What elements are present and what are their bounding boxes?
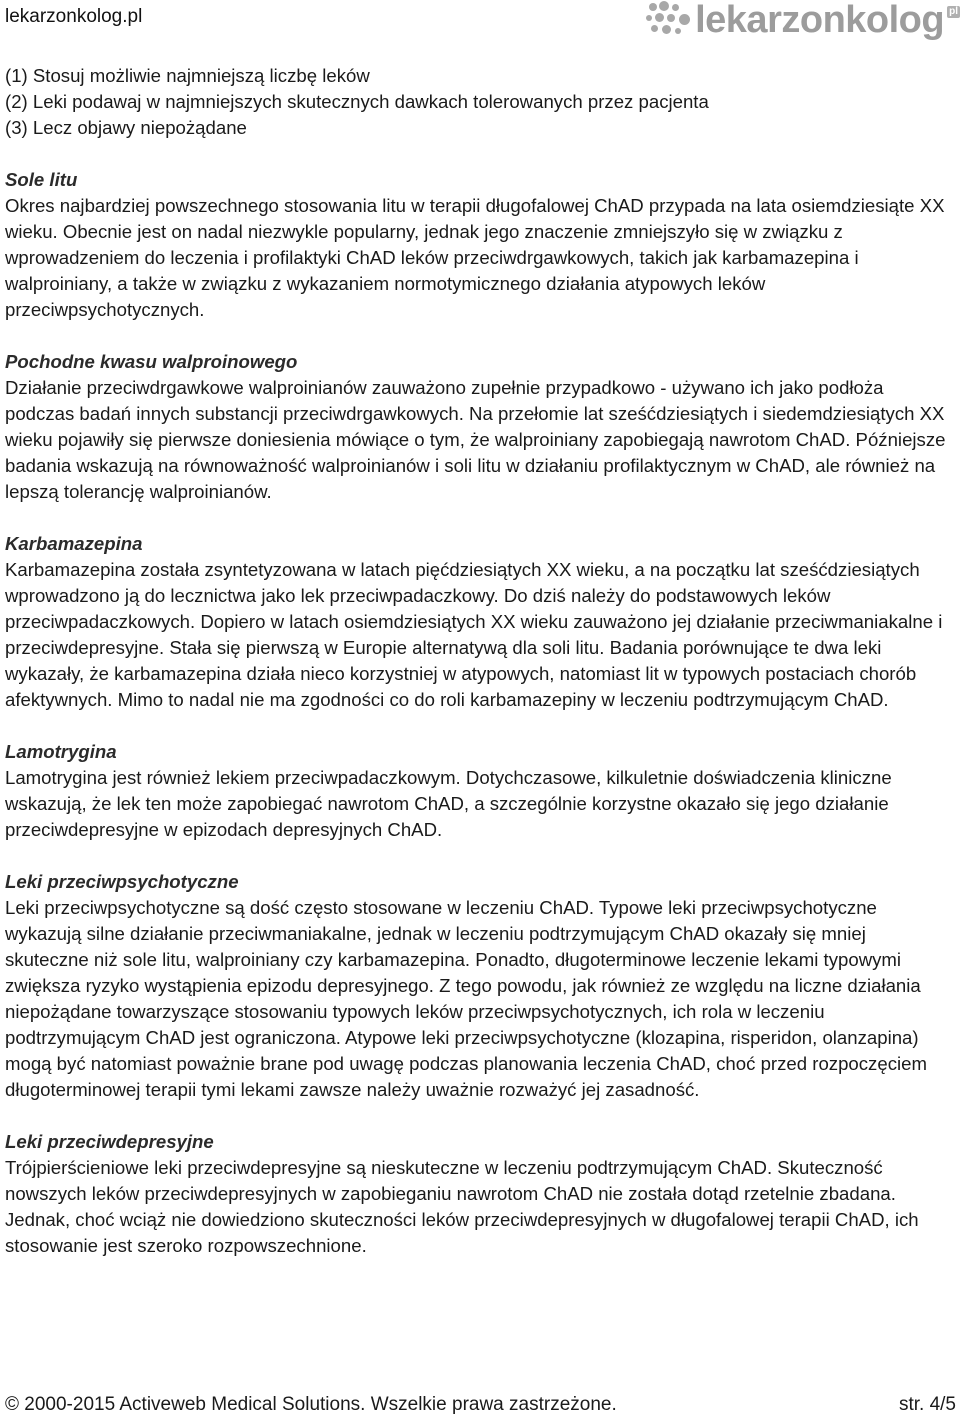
rule-item: (1) Stosuj możliwie najmniejszą liczbę leków: [5, 65, 370, 86]
section-walproiniany: [5, 349, 953, 505]
page-number: str. 4/5: [898, 1394, 956, 1415]
section-sole-litu: [5, 167, 953, 323]
page-footer: [5, 1394, 956, 1416]
section-text: Lamotrygina jest również lekiem przeciwpadaczkowym. Dotychczasowe, kilkuletnie doświadczenia kliniczne wskazują, że lek ten może zapobiegać nawrotom ChAD, a szczególnie korzystne okazało się jego działanie przeciwdepresyjne w epizodach depresyjnych ChAD.: [5, 767, 892, 840]
logo-badge: pl: [949, 6, 958, 17]
article-content: [5, 63, 953, 1259]
site-name: lekarzonkolog.pl: [5, 6, 143, 27]
logo-text: lekarzonkolog: [695, 0, 945, 41]
section-text: Działanie przeciwdrgawkowe walproinianów zauważono zupełnie przypadkowo - używano ich jako podłoża podczas badań innych substancji przeciwdrgawkowych. Na przełomie lat sześćdziesiątych i siedemdziesiątych XX wieku pojawiły się pierwsze doniesienia mówiące o tym, że walproiniany zapobiegają nawrotom ChAD. Późniejsze badania wskazują na równoważność walproinianów i soli litu w działaniu profilaktycznym w ChAD, ale również na lepszą tolerancję walproinianów.: [5, 377, 946, 502]
section-przeciwpsychotyczne: [5, 869, 953, 1103]
section-przeciwdepresyjne: [5, 1129, 953, 1259]
section-heading: Sole litu: [5, 169, 78, 190]
section-heading: Leki przeciwdepresyjne: [5, 1131, 214, 1152]
section-karbamazepina: [5, 531, 953, 713]
logo-dots-icon: [645, 0, 695, 40]
section-heading: Leki przeciwpsychotyczne: [5, 871, 239, 892]
section-heading: Karbamazepina: [5, 533, 143, 554]
rule-item: (2) Leki podawaj w najmniejszych skutecznych dawkach tolerowanych przez pacjenta: [5, 91, 709, 112]
section-heading: Lamotrygina: [5, 741, 117, 762]
rule-item: (3) Lecz objawy niepożądane: [5, 117, 247, 138]
rules-list: [5, 63, 953, 141]
section-text: Trójpierścieniowe leki przeciwdepresyjne są nieskuteczne w leczeniu podtrzymującym ChAD. Skuteczność nowszych leków przeciwdepresyjnych w zapobieganiu nawrotom ChAD nie została dotąd rzetelnie zbadana. Jednak, choć wciąż nie dowiedziono skuteczności leków przeciwdepresyjnych w długofalowej terapii ChAD, ich stosowanie jest szeroko rozpowszechnione.: [5, 1157, 919, 1256]
section-text: Karbamazepina została zsyntetyzowana w latach pięćdziesiątych XX wieku, a na początku lat sześćdziesiątych wprowadzono ją do lecznictwa jako lek przeciwpadaczkowy. Do dziś należy do podstawowych leków przeciwpadaczkowych. Dopiero w latach osiemdziesiątych XX wieku zauważono jej działanie przeciwmaniakalne i przeciwdepresyjne. Stała się pierwszą w Europie alternatywą dla soli litu. Badania porównujące te dwa leki wykazały, że karbamazepina działa nieco korzystniej w atypowych, natomiast lit w typowych postaciach chorób afektywnych. Mimo to nadal nie ma zgodności co do roli karbamazepiny w leczeniu podtrzymującym ChAD.: [5, 559, 943, 710]
section-text: Okres najbardziej powszechnego stosowania litu w terapii długofalowej ChAD przypada na lata osiemdziesiąte XX wieku. Obecnie jest on nadal niezwykle popularny, jednak jego znaczenie zmniejszyło się w związku z wprowadzeniem do leczenia i profilaktyki ChAD leków przeciwdrgawkowych, takich jak karbamazepina i walproiniany, a także w związku z wykazaniem normotymicznego działania atypowych leków przeciwpsychotycznych.: [5, 195, 945, 320]
section-lamotrygina: [5, 739, 953, 843]
site-logo: [645, 0, 960, 40]
copyright: © 2000-2015 Activeweb Medical Solutions. Wszelkie prawa zastrzeżone.: [5, 1394, 617, 1415]
section-heading: Pochodne kwasu walproinowego: [5, 351, 298, 372]
section-text: Leki przeciwpsychotyczne są dość często stosowane w leczeniu ChAD. Typowe leki przeciwpsychotyczne wykazują silne działanie przeciwmaniakalne, jednak w leczeniu podtrzymującym ChAD okazały się mniej skuteczne niż sole litu, walproiniany czy karbamazepina. Ponadto, długoterminowe leczenie lekami typowymi zwiększa ryzyko wystąpienia epizodu depresyjnego. Z tego powodu, jak również ze względu na liczne działania niepożądane towarzyszące stosowaniu typowych leków przeciwpsychotycznych, ich rola w leczeniu podtrzymującym ChAD jest ograniczona. Atypowe leki przeciwpsychotyczne (klozapina, risperidon, olanzapina) mogą być natomiast poważnie brane pod uwagę podczas planowania leczenia ChAD, choć przed rozpoczęciem długoterminowej terapii tymi lekami zawsze należy uważnie rozważyć jej zasadność.: [5, 897, 927, 1100]
